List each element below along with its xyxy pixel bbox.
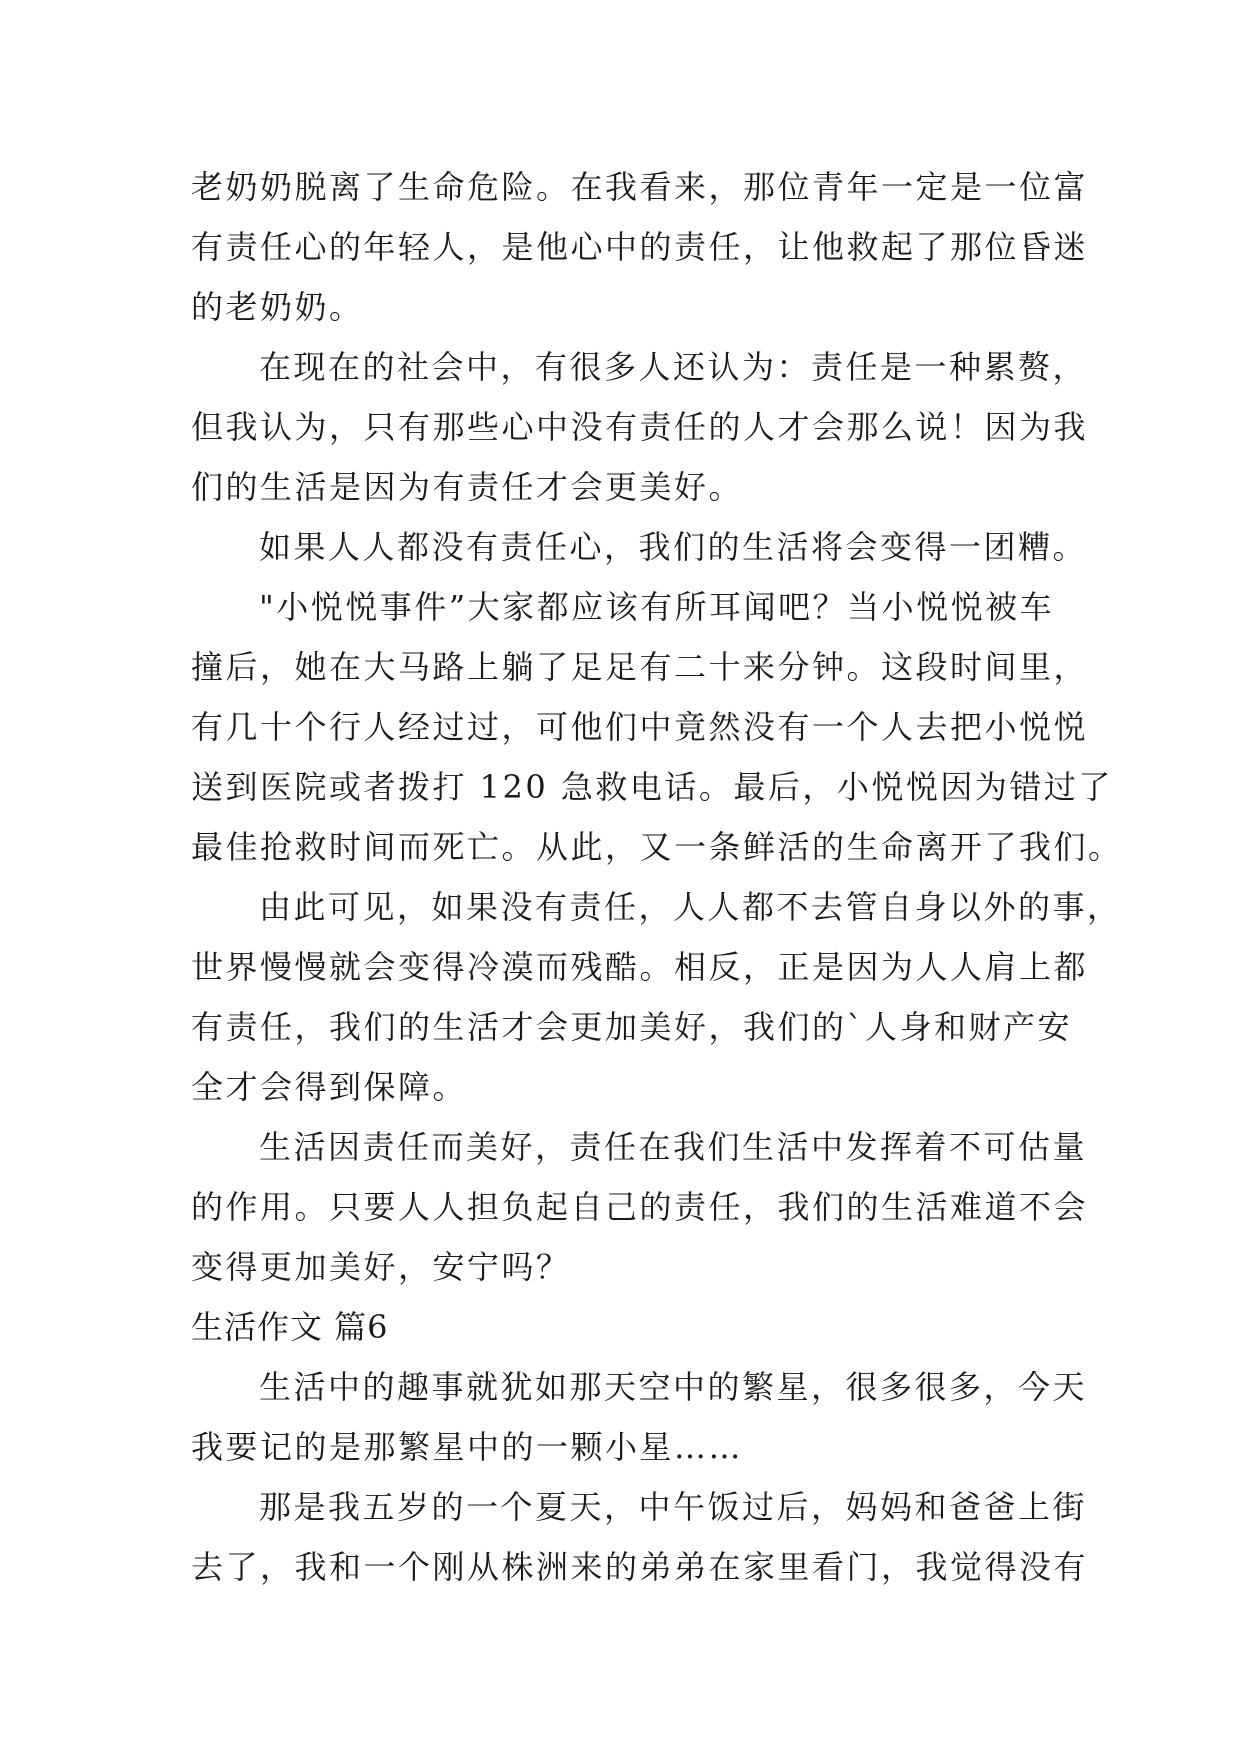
text-line: 我要记的是那繁星中的一颗小星…… [191,1428,744,1466]
text-line: 有责任心的年轻人，是他心中的责任，让他救起了那位昏迷 [191,228,1089,266]
text-line: 的作用。只要人人担负起自己的责任，我们的生活难道不会 [191,1188,1089,1226]
paragraph [191,577,1123,877]
text-line: 全才会得到保障。 [191,1068,468,1106]
paragraph [191,337,1089,517]
paragraph [191,1357,1088,1477]
text-line: 送到医院或者拨打 120 急救电话。最后，小悦悦因为错过了 [191,768,1113,806]
text-line: 们的生活是因为有责任才会更美好。 [191,468,744,506]
text-line: 由此可见，如果没有责任，人人都不去管自身以外的事， [259,888,1122,926]
text-line: 生活因责任而美好，责任在我们生活中发挥着不可估量 [259,1128,1088,1166]
text-line: 的老奶奶。 [191,288,364,326]
paragraph [191,877,1122,1117]
text-line: 那是我五岁的一个夏天，中午饭过后，妈妈和爸爸上街 [259,1488,1088,1526]
paragraph [191,1477,1089,1597]
text-line: 生活中的趣事就犹如那天空中的繁星，很多很多，今天 [259,1368,1088,1406]
text-line: 撞后，她在大马路上躺了足足有二十来分钟。这段时间里， [191,648,1089,686]
paragraph [191,1117,1089,1297]
text-line: 老奶奶脱离了生命危险。在我看来，那位青年一定是一位富 [191,168,1089,206]
text-line: 但我认为，只有那些心中没有责任的人才会那么说！因为我 [191,408,1089,446]
text-line: 变得更加美好，安宁吗？ [191,1248,571,1286]
section-heading: 生活作文 篇6 [191,1308,389,1346]
text-line: 在现在的社会中，有很多人还认为：责任是一种累赘， [259,348,1088,386]
text-line: 有责任，我们的生活才会更加美好，我们的`人身和财产安 [191,1008,1073,1046]
paragraph [191,157,1089,337]
paragraph [191,517,1088,577]
text-line: 最佳抢救时间而死亡。从此，又一条鲜活的生命离开了我们。 [191,828,1123,866]
text-line: 如果人人都没有责任心，我们的生活将会变得一团糟。 [259,528,1088,566]
text-line: 世界慢慢就会变得冷漠而残酷。相反，正是因为人人肩上都 [191,948,1089,986]
text-line: 去了，我和一个刚从株洲来的弟弟在家里看门，我觉得没有 [191,1548,1089,1586]
text-line: 有几十个行人经过过，可他们中竟然没有一个人去把小悦悦 [191,708,1089,746]
document-body [191,157,1123,1597]
text-line: "小悦悦事件”大家都应该有所耳闻吧？当小悦悦被车 [259,588,1055,626]
